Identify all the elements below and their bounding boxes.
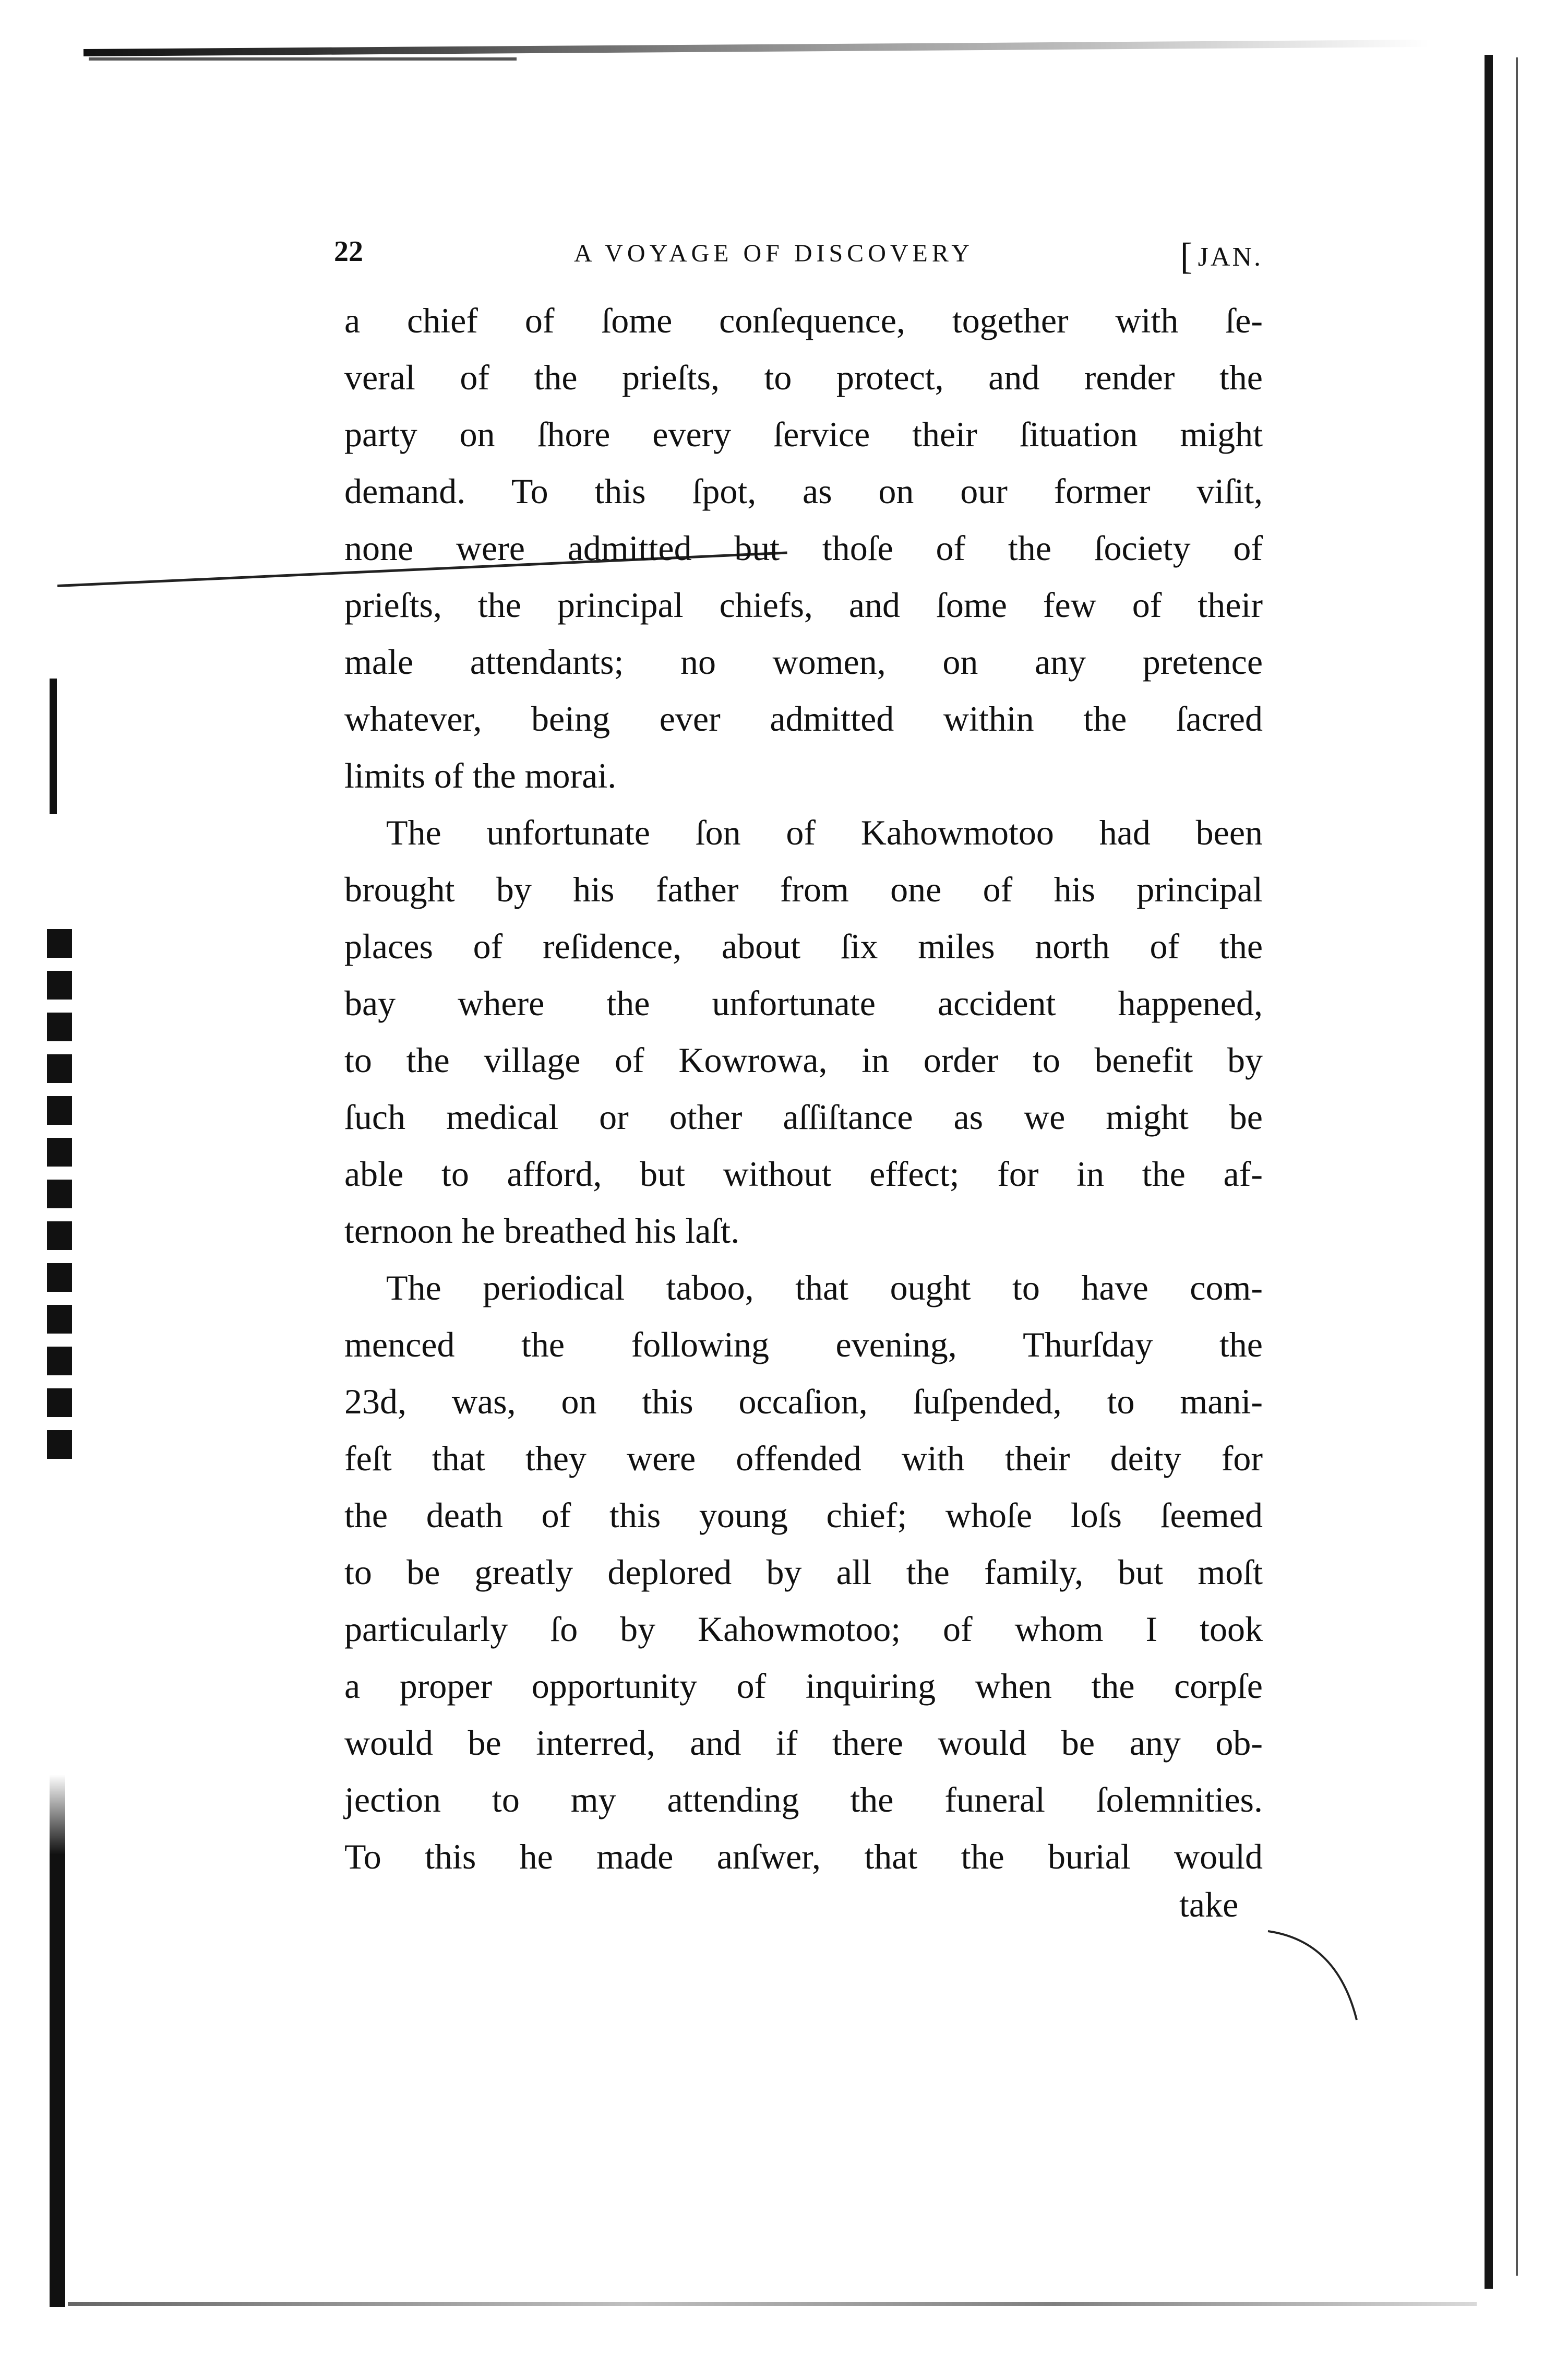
text-line: able to afford, but without effect; for in the af- [344, 1154, 1263, 1194]
text-line: The periodical taboo, that ought to have com- [386, 1268, 1263, 1307]
scan-edge-top [83, 40, 1430, 56]
text-line: the death of this young chief; whoſe loſs ſeemed [344, 1495, 1263, 1535]
text-line: To this he made anſwer, that the burial would [344, 1837, 1263, 1876]
scan-edge-right [1485, 55, 1493, 2289]
text-line: The unfortunate ſon of Kahowmotoo had been [386, 813, 1263, 852]
text-line: a proper opportunity of inquiring when the corpſe [344, 1666, 1263, 1706]
text-line: to the village of Kowrowa, in order to benefit by [344, 1040, 1263, 1080]
text-line: would be interred, and if there would be any ob- [344, 1723, 1263, 1763]
scan-edge-bottom [68, 2302, 1477, 2306]
text-line: veral of the prieſts, to protect, and render the [344, 358, 1263, 397]
month-label: JAN. [1198, 242, 1263, 272]
scan-edge-top-mark [89, 57, 517, 61]
text-line: 23d, was, on this occaſion, ſuſpended, to mani- [344, 1382, 1263, 1421]
text-line: brought by his father from one of his principal [344, 870, 1263, 909]
text-line: party on ſhore every ſervice their ſituation might [344, 414, 1263, 454]
running-title: A VOYAGE OF DISCOVERY [574, 240, 974, 267]
month-marker: [ JAN. [1180, 235, 1263, 277]
text-line: feſt that they were offended with their deity for [344, 1438, 1263, 1478]
text-line: bay where the unfortunate accident happened, [344, 983, 1263, 1023]
scan-edge-right-thin [1516, 57, 1518, 2276]
catchword: take [1179, 1885, 1239, 1924]
text-line: male attendants; no women, on any pretence [344, 642, 1263, 682]
running-header [334, 235, 1263, 282]
scan-edge-left-bars [47, 929, 72, 1461]
page-number: 22 [334, 235, 363, 268]
ink-curve-mark [1263, 1926, 1367, 2051]
text-line: a chief of ſome conſequence, together with ſe- [344, 301, 1263, 340]
text-line: menced the following evening, Thurſday the [344, 1325, 1263, 1364]
text-line: whatever, being ever admitted within the ſacred [344, 699, 1263, 739]
body-text [344, 292, 1263, 1885]
text-line: limits of the morai. [344, 756, 617, 795]
text-line: ternoon he breathed his laſt. [344, 1211, 740, 1251]
text-line: jection to my attending the funeral ſolemnities. [344, 1780, 1263, 1819]
text-line: places of reſidence, about ſix miles north of the [344, 926, 1263, 966]
text-line: none were admitted but thoſe of the ſociety of [344, 528, 1263, 568]
text-line: particularly ſo by Kahowmotoo; of whom I took [344, 1609, 1263, 1649]
scan-edge-left [50, 1775, 65, 2307]
text-line: to be greatly deplored by all the family, but moſt [344, 1552, 1263, 1592]
text-line: demand. To this ſpot, as on our former viſit, [344, 471, 1263, 511]
text-line: ſuch medical or other aſſiſtance as we might be [344, 1097, 1263, 1137]
text-line: prieſts, the principal chiefs, and ſome few of their [344, 585, 1263, 625]
scan-edge-left-mark [50, 679, 57, 814]
